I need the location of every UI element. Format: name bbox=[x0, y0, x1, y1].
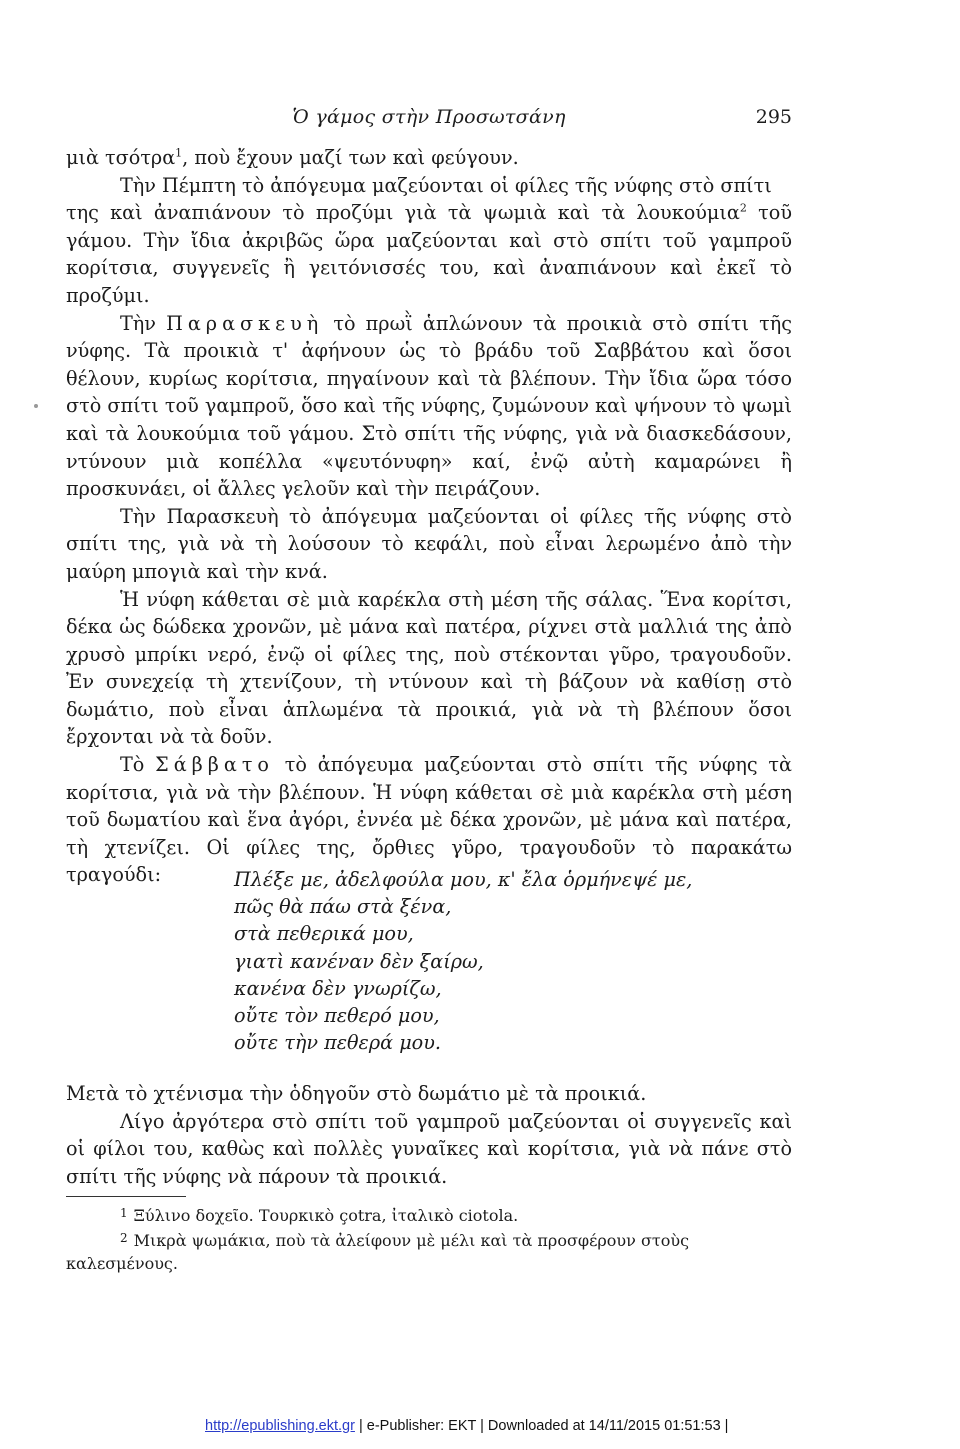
paragraph-1: μιὰ τσότρα$^1$, ποὺ ἔχουν μαζί των καὶ φεύγουν. bbox=[66, 146, 519, 169]
page-number: 295 bbox=[755, 106, 792, 128]
paragraph-4: Τὴν Παρασκευὴ τὸ ἀπόγευμα μαζεύονται οἱ φίλες τῆς νύφης στὸ σπίτι της, γιὰ νὰ τὴ λούσουν τὸ κεφάλι, ποὺ εἶναι λερωμένο ἀπὸ τὴν μαύρη μπογιὰ καὶ τὴν κνά. bbox=[66, 504, 792, 583]
footer-info: | e-Publisher: EKT | Downloaded at 14/11/2015 01:51:53 | bbox=[354, 1418, 729, 1434]
paragraph-8: Λίγο ἀργότερα στὸ σπίτι τοῦ γαμπροῦ μαζεύονται οἱ συγγενεῖς καὶ οἱ φίλοι του, καθὼς καὶ πολλὲς γυναῖκες καὶ κορίτσια, γιὰ νὰ πάνε στὸ σπίτι τῆς νύφης νὰ πάρουν τὰ προικιά. bbox=[66, 1109, 792, 1188]
download-footer bbox=[205, 1418, 728, 1434]
spaced-word-saturday: Σάββατο bbox=[155, 753, 274, 777]
verse-line: Πλέξε με, ἀδελφούλα μου, κ' ἔλα ὁρμήνεψέ με, bbox=[234, 868, 693, 891]
spaced-word-friday: Παρασκευὴ bbox=[166, 311, 324, 335]
publisher-link[interactable]: http://epublishing.ekt.gr bbox=[205, 1418, 355, 1434]
paragraph-7: Μετὰ τὸ χτένισμα τὴν ὁδηγοῦν στὸ δωμάτιο μὲ τὰ προικιά. bbox=[66, 1082, 647, 1105]
scan-speck bbox=[34, 404, 38, 408]
verse-line: γιατὶ κανέναν δὲν ξαίρω, bbox=[234, 949, 484, 973]
footnote-ref-2: 2 bbox=[739, 201, 747, 215]
paragraph-6: Τὸ Σάββατο τὸ ἀπόγευμα μαζεύονται στὸ σπίτι τῆς νύφης τὰ κορίτσια, γιὰ νὰ τὴν βλέπουν. Ἡ νύφη κάθεται σὲ μιὰ καρέκλα στὴ μέση τοῦ δωματίου καὶ ἕνα ἀγόρι, ἐννέα μὲ δέκα χρονῶν, μὲ μάνα καὶ πατέρα, τὴ χτενίζει. Οἱ φίλες της, ὄρθιες γῦρο, τραγουδοῦν τὸ παρακάτω τραγούδι: bbox=[66, 753, 793, 887]
verse-line: πῶς θὰ πάω στὰ ξένα, bbox=[234, 895, 452, 919]
paragraph-2: Τὴν Πέμπτη τὸ ἀπόγευμα μαζεύονται οἱ φίλες τῆς νύφης στὸ σπίτι bbox=[120, 173, 772, 197]
paragraph-2-continued: της καὶ ἀναπιάνουν τὸ προζύμι γιὰ τὰ ψωμιὰ καὶ τὰ λουκούμια$^2$ τοῦ γάμου. Τὴν ἴδια ἀκριβῶς ὥρα μαζεύονται καὶ στὸ σπίτι τοῦ γαμπροῦ κορίτσια, συγγενεῖς ἢ γειτόνισσές του, καὶ ἀναπιάνουν καὶ ἐκεῖ τὸ προζύμι. bbox=[66, 201, 792, 307]
footnote-1: $^1$ Ξύλινο δοχεῖο. Τουρκικὸ çotra, ἰταλικὸ ciotola. bbox=[120, 1206, 519, 1225]
footnote-2: $^2$ Μικρὰ ψωμάκια, ποὺ τὰ ἀλείφουν μὲ μέλι καὶ τὰ προσφέρουν στοὺς καλεσμένους. bbox=[66, 1231, 690, 1273]
footnotes bbox=[66, 1202, 792, 1275]
footnote-ref-1: 1 bbox=[175, 146, 183, 160]
verse-line: στὰ πεθερικά μου, bbox=[234, 922, 414, 946]
paragraph-5: Ἡ νύφη κάθεται σὲ μιὰ καρέκλα στὴ μέση τῆς σάλας. Ἕνα κορίτσι, δέκα ὡς δώδεκα χρονῶν, μὲ μάνα καὶ πατέρα, ρίχνει στὰ μαλλιά της ἀπὸ χρυσὸ μπρίκι νερό, ἐνῷ οἱ φίλες της, ποὺ στέκονται γῦρο, τραγουδοῦν. Ἐν συνεχείᾳ τὴ χτενίζουν, τὴ ντύνουν καὶ τὴ βάζουν νὰ καθίσῃ στὸ δωμάτιο, ποὺ εἶναι ἁπλωμένα τὰ προικιά, γιὰ νὰ τὴ βλέπουν ὅσοι ἔρχονται νὰ τὰ δοῦν. bbox=[66, 587, 792, 749]
closing-text bbox=[66, 1080, 792, 1190]
verse-line: οὔτε τὸν πεθερό μου, bbox=[234, 1004, 440, 1028]
song-verse bbox=[234, 866, 692, 1056]
verse-line: οὔτε τὴν πεθερά μου. bbox=[234, 1031, 441, 1055]
main-text bbox=[66, 144, 792, 889]
page-header bbox=[66, 106, 792, 136]
running-title: Ὁ γάμος στὴν Προσωτσάνη bbox=[292, 106, 566, 128]
paragraph-3: Τὴν Παρασκευὴ τὸ πρωῒ ἁπλώνουν τὰ προικιὰ στὸ σπίτι τῆς νύφης. Τὰ προικιὰ τ' ἀφήνουν ὡς τὸ βράδυ τοῦ Σαββάτου καὶ ὅσοι θέλουν, κυρίως κορίτσια, πηγαίνουν καὶ τὰ βλέπουν. Τὴν ἴδια ὥρα τόσο στὸ σπίτι τοῦ γαμπροῦ, ὅσο καὶ τῆς νύφης, ζυμώνουν καὶ ψήνουν τὸ ψωμὶ καὶ τὰ λουκούμια τοῦ γάμου. Στὸ σπίτι τῆς νύφης, γιὰ νὰ διασκεδάσουν, ντύνουν μιὰ κοπέλλα «ψευτόνυφη» καί, ἐνῷ αὐτὴ καμαρώνει ἢ προσκυνάει, οἱ ἄλλες γελοῦν καὶ τὴν πειράζουν. bbox=[66, 311, 792, 501]
verse-line: κανένα δὲν γνωρίζω, bbox=[234, 976, 442, 1000]
footnote-divider bbox=[66, 1196, 186, 1197]
